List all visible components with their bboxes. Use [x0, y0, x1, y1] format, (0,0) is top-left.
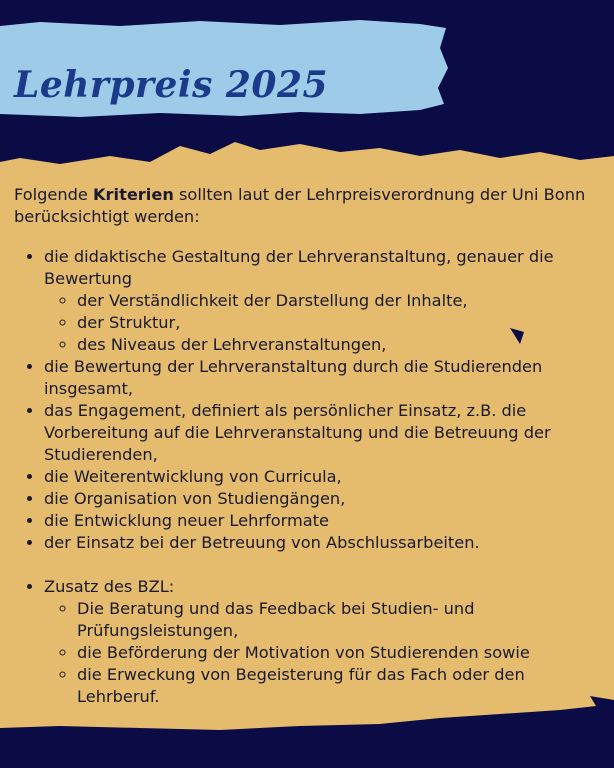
list-item: • das Engagement, definiert als persönlicher Einsatz, z.B. die Vorbereitung auf die Lehrveranstaltung und die Betreuung der Studierenden, — [44, 400, 610, 466]
page-title: Lehrpreis 2025 — [14, 64, 329, 106]
intro-prefix: Folgende — [14, 185, 94, 204]
sub-list-item: ◦ der Struktur, — [77, 312, 610, 334]
sub-list-item: ◦ der Verständlichkeit der Darstellung der Inhalte, — [77, 290, 610, 312]
intro-text — [14, 184, 610, 228]
bzl-label: Zusatz des BZL: — [44, 577, 175, 596]
sub-list — [44, 290, 610, 356]
intro-bold-word: Kriterien — [93, 185, 174, 204]
sub-list-item: ◦ die Beförderung der Motivation von Studierenden sowie — [77, 642, 610, 664]
list-item: • die Organisation von Studiengängen, — [44, 488, 610, 510]
sub-list-item: ◦ des Niveaus der Lehrveranstaltungen, — [77, 334, 610, 356]
list-item: • die Weiterentwicklung von Curricula, — [44, 466, 610, 488]
criteria-list — [14, 246, 610, 708]
sub-list-item: ◦ Die Beratung und das Feedback bei Studien- und Prüfungsleistungen, — [77, 598, 610, 642]
list-item: • die Bewertung der Lehrveranstaltung durch die Studierenden insgesamt, — [44, 356, 610, 400]
list-item: • die Entwicklung neuer Lehrformate — [44, 510, 610, 532]
intro-suffix: sollten laut der Lehrpreisverordnung der Uni Bonn berücksichtigt werden: — [14, 185, 586, 226]
title-banner — [0, 18, 460, 118]
list-item — [44, 576, 610, 708]
sub-list-item: ◦ die Erweckung von Begeisterung für das Fach oder den Lehrberuf. — [77, 664, 610, 708]
criteria-content — [14, 184, 610, 708]
list-item — [44, 246, 610, 356]
sub-list — [44, 598, 610, 708]
list-item: • der Einsatz bei der Betreuung von Abschlussarbeiten. — [44, 532, 610, 554]
list-item-text: die didaktische Gestaltung der Lehrveranstaltung, genauer die Bewertung — [44, 247, 554, 288]
list-spacer — [44, 554, 610, 576]
